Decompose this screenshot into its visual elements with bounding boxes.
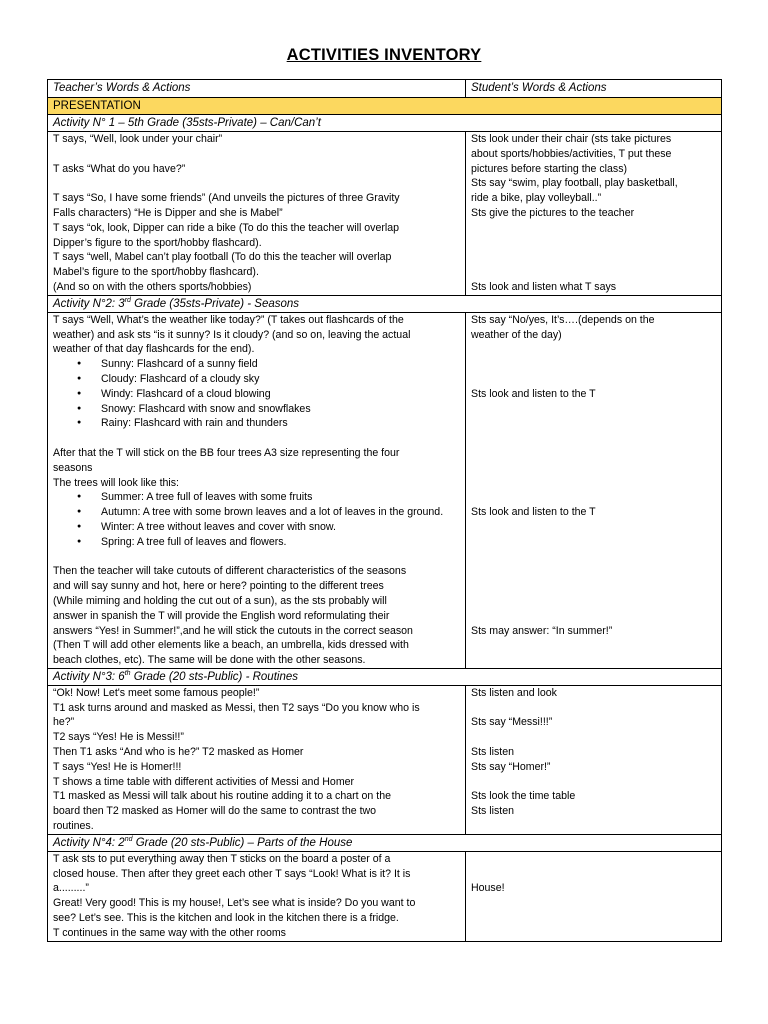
text-line: Sts say “No/yes, It’s….(depends on the [471, 313, 655, 326]
text-line: Sts look under their chair (sts take pictures [471, 133, 672, 145]
text-line [471, 867, 716, 882]
text-line: T2 says “Yes! He is Messi!!” [53, 731, 184, 744]
text-line: pictures before starting the class) [471, 162, 628, 175]
text-line: T ask sts to put everything away then T sticks on the board a poster of a [53, 852, 391, 865]
list-item: ● Autumn: A tree with some brown leaves and a lot of leaves in the ground. [101, 505, 460, 520]
list-item: ● Sunny: Flashcard of a sunny field [101, 357, 460, 372]
text-line: about sports/hobbies/activities, T put these [471, 147, 672, 160]
text-line: T shows a time table with different activities of Messi and Homer [53, 775, 355, 788]
activities-table [47, 79, 722, 942]
text-line: Sts say “Homer!” [471, 760, 551, 773]
activity-1-row [48, 132, 722, 296]
text-line: T1 masked as Messi will talk about his routine adding it to a chart on the [53, 790, 391, 803]
text-line: T says “Yes! He is Homer!!! [53, 760, 182, 773]
text-line: T asks “What do you have?” [53, 162, 186, 175]
text-line: weather of that day flashcards for the end). [53, 343, 255, 356]
list-item: ● Snowy: Flashcard with snow and snowflakes [101, 402, 460, 417]
text-line: T says, “Well, look under your chair” [53, 133, 223, 145]
activity-4-teacher [48, 851, 466, 941]
activity-title-row [48, 115, 722, 132]
text-line: (And so on with the others sports/hobbies) [53, 280, 252, 293]
text-line: Great! Very good! This is my house!, Let’s see what is inside? Do you want to [53, 897, 416, 910]
text-line [471, 265, 716, 280]
activity-2-row [48, 312, 722, 668]
text-line: T says “Well, What’s the weather like today?” (T takes out flashcards of the [53, 313, 404, 326]
activity-2-teacher [48, 312, 466, 668]
text-line: seasons [53, 461, 93, 474]
activity-title-row [48, 295, 722, 312]
trees-list [53, 490, 460, 549]
text-line: Dipper’s figure to the sport/hobby flashcard). [53, 236, 262, 249]
text-line [471, 852, 716, 867]
text-line [471, 250, 716, 265]
text-line [471, 819, 716, 834]
text-line: Sts look and listen to the T [471, 506, 596, 519]
text-line: Then T1 asks “And who is he?” T2 masked as Homer [53, 746, 304, 759]
list-item: ● Winter: A tree without leaves and cover with snow. [101, 520, 460, 535]
text-line: weather) and ask sts “is it sunny? Is it cloudy? (and so on, leaving the actual [53, 328, 411, 341]
text-line: Sts may answer: “In summer!” [471, 624, 613, 637]
activity-2-student [466, 312, 722, 668]
text-line: weather of the day) [471, 328, 562, 341]
activity-3-title: Activity N°3: 6th Grade (20 sts-Public) - Routines [48, 668, 722, 685]
text-line: Sts say “Messi!!!” [471, 716, 553, 729]
text-line: Sts look and listen to the T [471, 387, 596, 400]
list-item: ● Spring: A tree full of leaves and flowers. [101, 535, 460, 550]
list-item: ● Cloudy: Flashcard of a cloudy sky [101, 372, 460, 387]
text-line: routines. [53, 820, 94, 833]
text-line: T says “ok, look, Dipper can ride a bike (To do this the teacher will overlap [53, 221, 400, 234]
activity-3-teacher [48, 685, 466, 834]
text-line [471, 701, 716, 716]
activity-2-title: Activity N°2: 3rd Grade (35sts-Private) - Seasons [48, 295, 722, 312]
text-line [471, 775, 716, 790]
text-line: closed house. Then after they greet each other T says “Look! What is it? It is [53, 867, 411, 880]
text-line [53, 176, 460, 191]
text-line: answer in spanish the T will provide the English word reformulating their [53, 609, 390, 622]
activity-title-row [48, 834, 722, 851]
text-line: Sts listen [471, 746, 514, 759]
list-item: ● Rainy: Flashcard with rain and thunders [101, 416, 460, 431]
text-line: Falls characters) “He is Dipper and she is Mabel” [53, 206, 283, 219]
table-header-row [48, 80, 722, 98]
page-title: ACTIVITIES INVENTORY [286, 46, 482, 64]
list-item: ● Summer: A tree full of leaves with some fruits [101, 490, 460, 505]
activity-3-student [466, 685, 722, 834]
text-line: T says “So, I have some friends” (And unveils the pictures of three Gravity [53, 192, 400, 205]
text-line: T continues in the same way with the other rooms [53, 926, 286, 939]
text-line: and will say sunny and hot, here or here? pointing to the different trees [53, 580, 384, 593]
list-item: ● Windy: Flashcard of a cloud blowing [101, 387, 460, 402]
header-teacher: Teacher’s Words & Actions [48, 80, 466, 98]
text-line: Then the teacher will take cutouts of different characteristics of the seasons [53, 565, 407, 578]
text-line: Sts listen [471, 805, 514, 818]
text-line: Sts listen and look [471, 686, 557, 699]
text-line: beach clothes, etc). The same will be done with the other seasons. [53, 654, 366, 667]
text-line [53, 147, 460, 162]
activity-4-student [466, 851, 722, 941]
text-line [471, 236, 716, 251]
text-line: Sts give the pictures to the teacher [471, 206, 635, 219]
text-line: “Ok! Now! Let's meet some famous people!” [53, 686, 260, 699]
text-line: see? Let’s see. This is the kitchen and look in the kitchen there is a fridge. [53, 912, 399, 925]
activity-1-teacher [48, 132, 466, 296]
text-line: ride a bike, play volleyball..” [471, 192, 602, 205]
section-row [48, 98, 722, 115]
activity-1-title: Activity N° 1 – 5th Grade (35sts-Private) – Can/Can’t [48, 115, 722, 132]
text-line: he?” [53, 716, 75, 729]
text-line: (Then T will add other elements like a beach, an umbrella, kids dressed with [53, 639, 409, 652]
text-line: a.........” [53, 882, 89, 895]
text-line [471, 730, 716, 745]
text-line: T1 ask turns around and masked as Messi, then T2 says “Do you know who is [53, 701, 420, 714]
text-line: board then T2 masked as Homer will do the same to contrast the two [53, 805, 377, 818]
text-line [471, 221, 716, 236]
activity-3-row [48, 685, 722, 834]
activity-4-title: Activity N°4: 2nd Grade (20 sts-Public) – Parts of the House [48, 834, 722, 851]
text-line: After that the T will stick on the BB four trees A3 size representing the four [53, 446, 400, 459]
activity-4-row [48, 851, 722, 941]
text-line: Sts look and listen what T says [471, 280, 617, 293]
text-line: The trees will look like this: [53, 476, 179, 489]
section-title: PRESENTATION [48, 98, 722, 115]
text-line: Mabel’s figure to the sport/hobby flashcard). [53, 266, 259, 279]
header-student: Student’s Words & Actions [466, 80, 722, 98]
text-line: Sts say “swim, play football, play basketball, [471, 177, 678, 190]
activity-1-student [466, 132, 722, 296]
text-line: answers “Yes! in Summer!”,and he will stick the cutouts in the correct season [53, 624, 413, 637]
activity-title-row [48, 668, 722, 685]
text-line: House! [471, 882, 505, 895]
text-line: T says “well, Mabel can’t play football (To do this the teacher will overlap [53, 251, 392, 264]
text-line: (While miming and holding the cut out of a sun), as the sts probably will [53, 594, 387, 607]
weather-list [53, 357, 460, 431]
text-line: Sts look the time table [471, 790, 576, 803]
